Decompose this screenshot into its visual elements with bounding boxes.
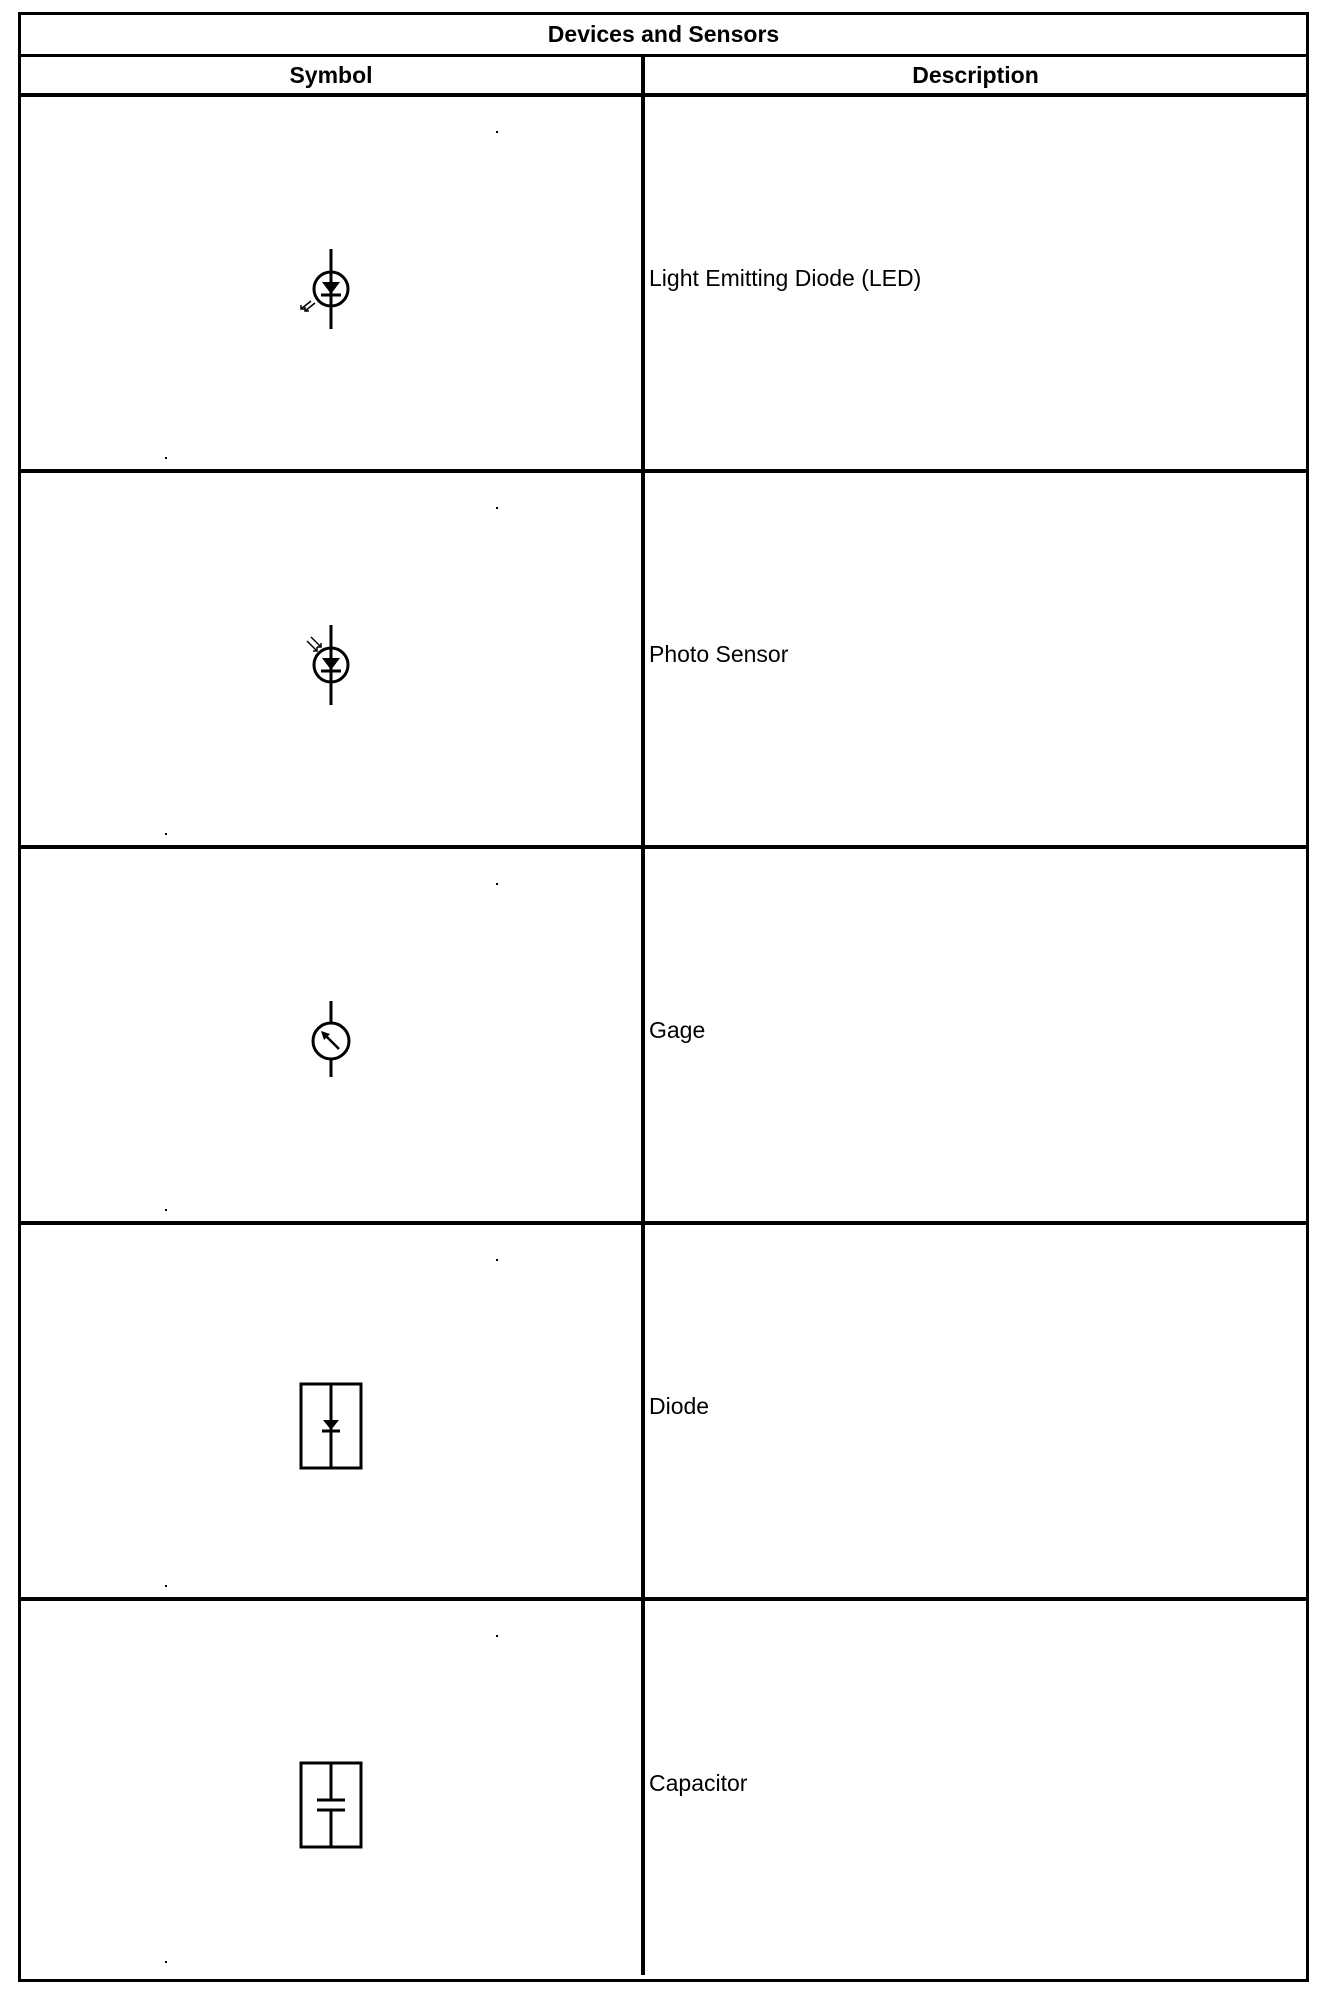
symbol-cell <box>21 849 645 1221</box>
speck-mark <box>496 883 498 885</box>
table-row <box>21 1601 1306 1975</box>
table-row <box>21 473 1306 849</box>
symbol-cell <box>21 1225 645 1597</box>
speck-mark <box>165 833 167 835</box>
speck-mark <box>165 1585 167 1587</box>
led-icon <box>281 237 381 337</box>
table-body <box>21 97 1306 1975</box>
devices-sensors-table <box>18 12 1309 1982</box>
table-title: Devices and Sensors <box>21 15 1306 57</box>
photo-sensor-icon <box>281 613 381 713</box>
description-cell: Capacitor <box>649 1769 748 1796</box>
gage-icon <box>281 989 381 1089</box>
speck-mark <box>496 507 498 509</box>
header-symbol: Symbol <box>21 57 645 93</box>
table-row <box>21 97 1306 473</box>
symbol-cell <box>21 1601 645 1975</box>
speck-mark <box>496 1259 498 1261</box>
speck-mark <box>496 1635 498 1637</box>
speck-mark <box>165 1209 167 1211</box>
table-row <box>21 849 1306 1225</box>
diode-icon <box>281 1355 381 1485</box>
header-row <box>21 57 1306 97</box>
symbol-cell <box>21 97 645 469</box>
description-cell: Photo Sensor <box>649 640 789 667</box>
description-cell: Diode <box>649 1392 710 1419</box>
speck-mark <box>165 1961 167 1963</box>
speck-mark <box>165 457 167 459</box>
symbol-cell <box>21 473 645 845</box>
speck-mark <box>496 131 498 133</box>
description-cell: Gage <box>649 1016 706 1043</box>
header-description: Description <box>912 61 1039 88</box>
capacitor-icon <box>281 1731 381 1861</box>
description-cell: Light Emitting Diode (LED) <box>649 264 922 291</box>
table-row <box>21 1225 1306 1601</box>
